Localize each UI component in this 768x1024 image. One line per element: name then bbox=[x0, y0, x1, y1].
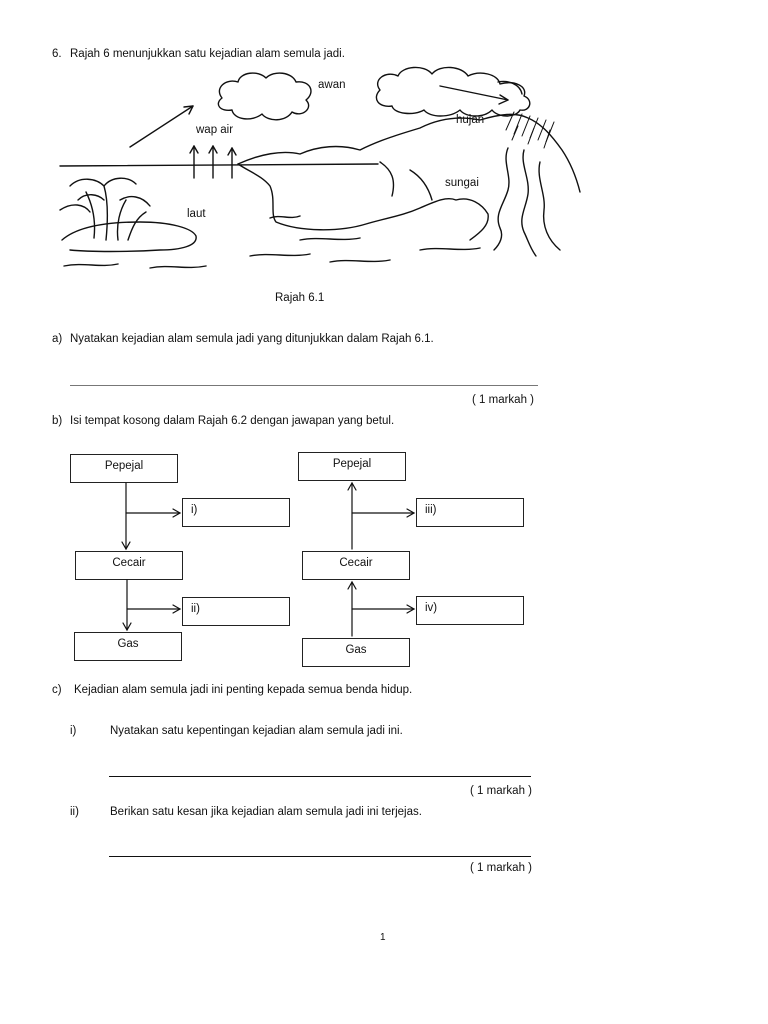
part-c-ii-label: ii) bbox=[70, 806, 79, 818]
part-c-i-answer-line[interactable] bbox=[109, 776, 531, 777]
left-box-pepejal bbox=[70, 454, 178, 483]
blank-box-iv-label: iv) bbox=[425, 602, 438, 614]
mountain-ridge bbox=[238, 114, 580, 192]
part-a-answer-line[interactable] bbox=[70, 385, 538, 386]
part-c-i-question: Nyatakan satu kepentingan kejadian alam semula jadi ini. bbox=[110, 725, 403, 737]
label-hujan: hujan bbox=[456, 114, 485, 126]
question-intro: Rajah 6 menunjukkan satu kejadian alam semula jadi. bbox=[70, 48, 345, 60]
blank-box-i-label: i) bbox=[191, 504, 198, 516]
page-number: 1 bbox=[380, 932, 386, 943]
right-box-cecair bbox=[302, 551, 410, 580]
left-box-gas-label: Gas bbox=[117, 638, 139, 650]
part-b-letter: b) bbox=[52, 415, 63, 427]
part-c-ii-marks: ( 1 markah ) bbox=[470, 862, 532, 874]
figure-caption: Rajah 6.1 bbox=[275, 292, 325, 304]
cloud-arrow bbox=[440, 86, 508, 100]
right-box-cecair-label: Cecair bbox=[339, 557, 373, 569]
part-b-question: Isi tempat kosong dalam Rajah 6.2 dengan jawapan yang betul. bbox=[70, 415, 395, 427]
right-box-gas bbox=[302, 638, 410, 667]
island-icon bbox=[62, 222, 196, 252]
part-c-ii-answer-line[interactable] bbox=[109, 856, 531, 857]
left-box-gas bbox=[74, 632, 182, 661]
blank-box-iii-label: iii) bbox=[425, 504, 437, 516]
part-c-ii-question: Berikan satu kesan jika kejadian alam semula jadi ini terjejas. bbox=[110, 806, 422, 818]
part-a-letter: a) bbox=[52, 333, 63, 345]
part-c-i-marks: ( 1 markah ) bbox=[470, 785, 532, 797]
question-number: 6. bbox=[52, 48, 62, 60]
right-box-pepejal-label: Pepejal bbox=[332, 458, 372, 470]
cloud-left-icon bbox=[218, 73, 311, 120]
river-icon bbox=[494, 148, 509, 250]
wave-lines bbox=[64, 216, 480, 268]
part-c-question: Kejadian alam semula jadi ini penting kepada semua benda hidup. bbox=[74, 684, 413, 696]
horizon-line bbox=[60, 164, 378, 166]
right-box-pepejal bbox=[298, 452, 406, 481]
blank-box-ii-label: ii) bbox=[191, 603, 200, 615]
blank-box-iii[interactable] bbox=[416, 498, 524, 527]
left-box-cecair bbox=[75, 551, 183, 580]
label-laut: laut bbox=[187, 208, 206, 220]
part-a-question: Nyatakan kejadian alam semula jadi yang ditunjukkan dalam Rajah 6.1. bbox=[70, 333, 434, 345]
part-c-i-label: i) bbox=[70, 725, 77, 737]
cloud-right-icon bbox=[376, 67, 529, 116]
left-box-pepejal-label: Pepejal bbox=[104, 460, 144, 472]
label-wap-air: wap air bbox=[196, 124, 234, 136]
blank-box-iv[interactable] bbox=[416, 596, 524, 625]
label-sungai: sungai bbox=[445, 177, 479, 189]
part-a-marks: ( 1 markah ) bbox=[472, 394, 534, 406]
right-box-gas-label: Gas bbox=[345, 644, 367, 656]
palm-tree-icon bbox=[86, 186, 146, 240]
evaporation-arrow bbox=[130, 106, 193, 147]
label-awan: awan bbox=[318, 79, 346, 91]
blank-box-ii[interactable] bbox=[182, 597, 290, 626]
left-box-cecair-label: Cecair bbox=[112, 557, 146, 569]
part-c-letter: c) bbox=[52, 684, 62, 696]
blank-box-i[interactable] bbox=[182, 498, 290, 527]
